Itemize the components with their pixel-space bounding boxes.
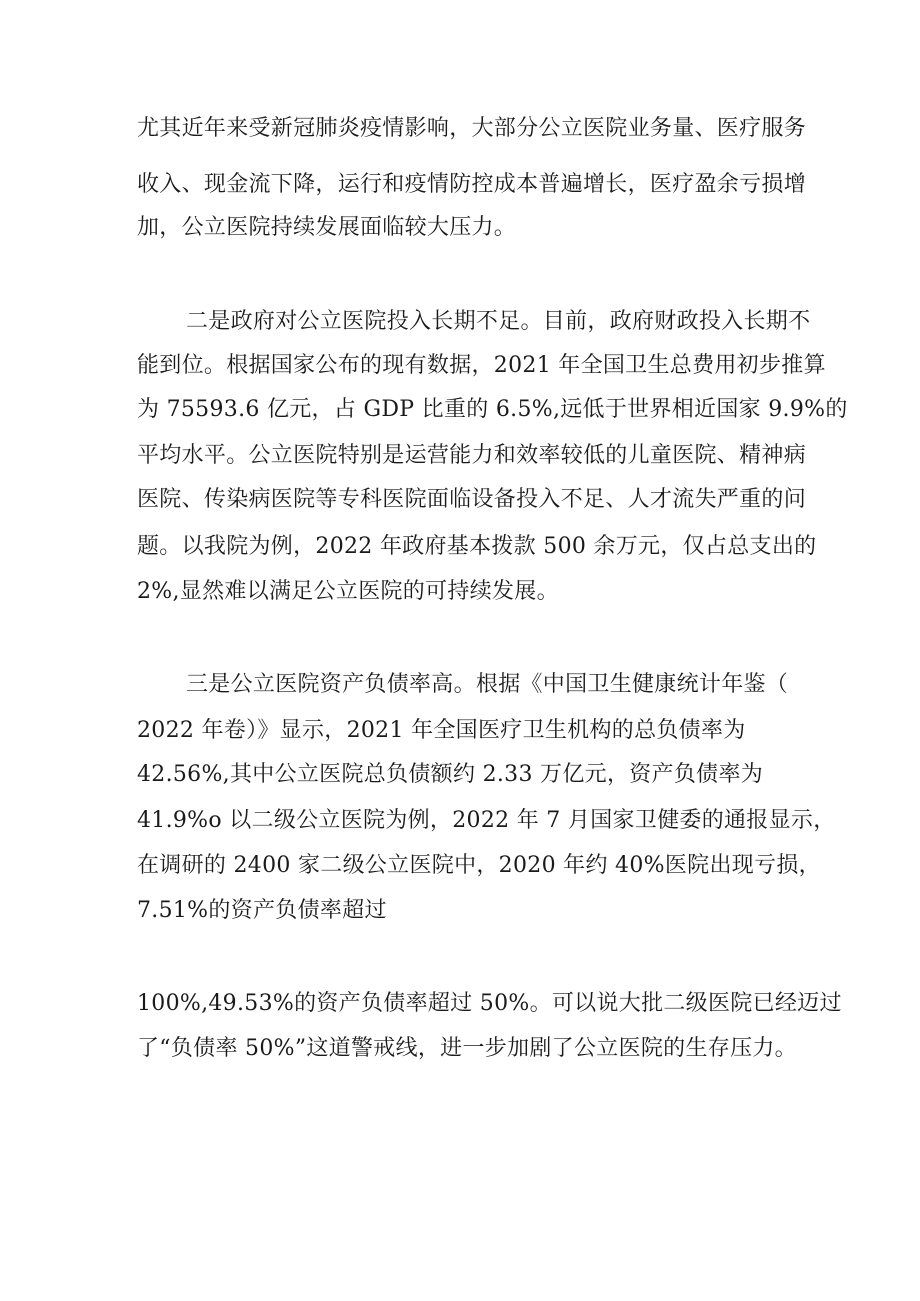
paragraph-2-line-3: 为 75593.6 亿元，占 GDP 比重的 6.5%,远低于世界相近国家 9.9%的 [137, 397, 848, 422]
paragraph-2-line-6: 题。以我院为例，2022 年政府基本拨款 500 余万元，仅占总支出的 [137, 534, 817, 559]
paragraph-2-line-5: 医院、传染病医院等专科医院面临设备投入不足、人才流失严重的问 [137, 487, 807, 512]
paragraph-2-line-4: 平均水平。公立医院特别是运营能力和效率较低的儿童医院、精神病 [137, 443, 807, 468]
paragraph-1-line-3: 加，公立医院持续发展面临较大压力。 [137, 215, 517, 240]
paragraph-3-line-2: 2022 年卷）》显示，2021 年全国医疗卫生机构的总负债率为 [137, 718, 746, 743]
paragraph-3-line-3: 42.56%,其中公立医院总负债额约 2.33 万亿元，资产负债率为 [137, 762, 764, 787]
paragraph-2-line-1: 二是政府对公立医院投入长期不足。目前，政府财政投入长期不 [186, 309, 811, 334]
paragraph-1-line-1: 尤其近年来受新冠肺炎疫情影响，大部分公立医院业务量、医疗服务 [137, 116, 807, 141]
paragraph-2-line-2: 能到位。根据国家公布的现有数据，2021 年全国卫生总费用初步推算 [137, 353, 826, 378]
paragraph-3-line-6: 7.51%的资产负债率超过 [137, 898, 387, 923]
paragraph-4-line-1: 100%,49.53%的资产负债率超过 50%。可以说大批二级医院已经迈过 [137, 991, 842, 1016]
paragraph-4-line-2: 了“负债率 50%”这道警戒线，进一步加剧了公立医院的生存压力。 [137, 1036, 797, 1061]
paragraph-3-line-4: 41.9%o 以二级公立医院为例，2022 年 7 月国家卫健委的通报显示， [137, 808, 836, 833]
paragraph-2-line-7: 2%,显然难以满足公立医院的可持续发展。 [137, 579, 559, 604]
paragraph-3-line-1: 三是公立医院资产负债率高。根据《中国卫生健康统计年鉴（ [186, 672, 789, 697]
paragraph-3-line-5: 在调研的 2400 家二级公立医院中，2020 年约 40%医院出现亏损， [137, 853, 821, 878]
paragraph-1-line-2: 收入、现金流下降，运行和疫情防控成本普遍增长，医疗盈余亏损增 [137, 172, 807, 197]
